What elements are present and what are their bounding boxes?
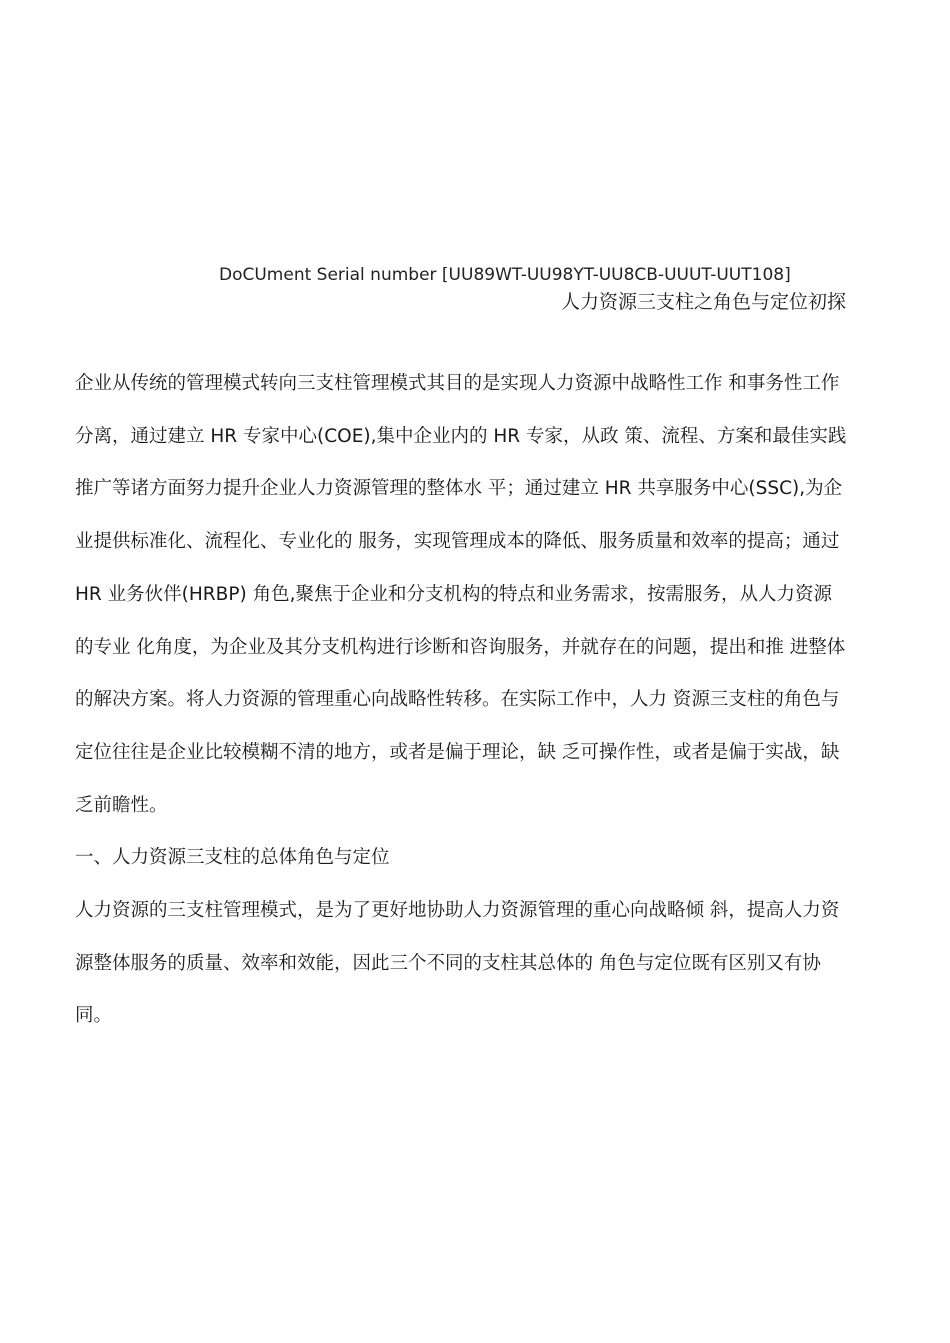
section-heading: 一、人力资源三支柱的总体角色与定位 [75,847,390,868]
document-serial-number: DoCUment Serial number [UU89WT-UU98YT-UU8CB-UUUT-UUT108] [219,265,791,285]
intro-paragraph: 企业从传统的管理模式转向三支柱管理模式其目的是实现人力资源中战略性工作 和事务性工作分离，通过建立 HR 专家中心(COE),集中企业内的 HR 专家，从政 策、流程、方案和最佳实践推广等诸方面努力提升企业人力资源管理的整体水 平；通过建立 HR 共享服务中心(SSC),为企业提供标准化、流程化、专业化的 服务，实现管理成本的降低、服务质量和效率的提高；通过 HR 业务伙伴(HRBP) 角色,聚焦于企业和分支机构的特点和业务需求，按需服务，从人力资源的专业 化角度，为企业及其分支机构进行诊断和咨询服务，并就存在的问题，提出和推 进整体的解决方案。将人力资源的管理重心向战略性转移。在实际工作中，人力 资源三支柱的角色与定位往往是企业比较模糊不清的地方，或者是偏于理论，缺 乏可操作性，或者是偏于实战，缺乏前瞻性。 [75,373,847,816]
document-title: 人力资源三支柱之角色与定位初探 [560,291,846,313]
section-paragraph: 人力资源的三支柱管理模式，是为了更好地协助人力资源管理的重心向战略倾 斜，提高人力资源整体服务的质量、效率和效能，因此三个不同的支柱其总体的 角色与定位既有区别又有协同。 [75,900,840,1027]
